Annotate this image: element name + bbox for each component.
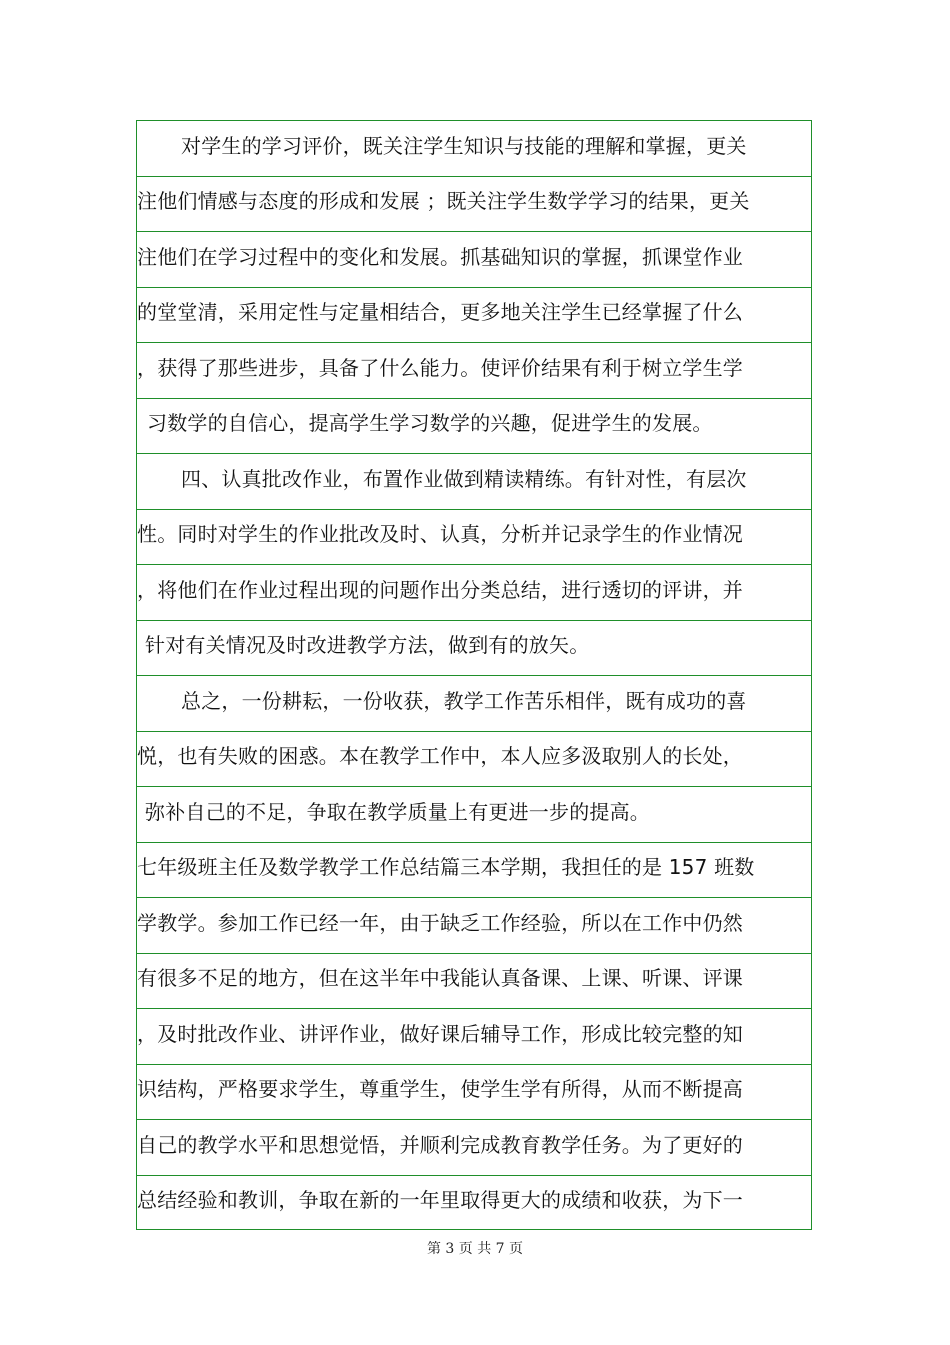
row-divider — [137, 1064, 811, 1065]
text-line: ，将他们在作业过程出现的问题作出分类总结，进行透切的评讲，并 — [137, 578, 743, 602]
row-divider — [137, 1175, 811, 1176]
text-line: 注他们在学习过程中的变化和发展。抓基础知识的掌握，抓课堂作业 — [137, 245, 743, 269]
row-divider — [137, 509, 811, 510]
text-line: 识结构，严格要求学生，尊重学生，使学生学有所得，从而不断提高 — [137, 1077, 743, 1101]
row-divider — [137, 786, 811, 787]
row-divider — [137, 675, 811, 676]
text-line: 七年级班主任及数学教学工作总结篇三本学期，我担任的是 157 班数 — [137, 855, 755, 879]
text-line: 悦，也有失败的困惑。本在教学工作中，本人应多汲取别人的长处， — [137, 744, 743, 768]
row-divider — [137, 176, 811, 177]
row-divider — [137, 564, 811, 565]
text-line: 的堂堂清，采用定性与定量相结合，更多地关注学生已经掌握了什么 — [137, 300, 743, 324]
row-divider — [137, 453, 811, 454]
text-line: 注他们情感与态度的形成和发展 ；既关注学生数学学习的结果，更关 — [137, 189, 750, 213]
row-divider — [137, 897, 811, 898]
row-divider — [137, 842, 811, 843]
row-divider — [137, 1119, 811, 1120]
row-divider — [137, 342, 811, 343]
text-line: 性。同时对学生的作业批改及时、认真，分析并记录学生的作业情况 — [137, 522, 743, 546]
row-divider — [137, 620, 811, 621]
row-divider — [137, 1008, 811, 1009]
row-divider — [137, 287, 811, 288]
row-divider — [137, 953, 811, 954]
text-line: 自己的教学水平和思想觉悟，并顺利完成教育教学任务。为了更好的 — [137, 1133, 743, 1157]
text-line: 四、认真批改作业，布置作业做到精读精练。有针对性，有层次 — [181, 467, 747, 491]
row-divider — [137, 731, 811, 732]
text-line: 有很多不足的地方，但在这半年中我能认真备课、上课、听课、评课 — [137, 966, 743, 990]
row-divider — [137, 398, 811, 399]
text-line: 学教学。参加工作已经一年，由于缺乏工作经验，所以在工作中仍然 — [137, 911, 743, 935]
row-divider — [137, 231, 811, 232]
document-frame — [136, 120, 812, 1230]
text-line: ，及时批改作业、讲评作业，做好课后辅导工作，形成比较完整的知 — [137, 1022, 743, 1046]
text-line: 习数学的自信心，提高学生学习数学的兴趣，促进学生的发展。 — [147, 411, 713, 435]
text-line: 针对有关情况及时改进教学方法，做到有的放矢。 — [145, 633, 590, 657]
text-line: 总之，一份耕耘，一份收获，教学工作苦乐相伴，既有成功的喜 — [181, 689, 747, 713]
text-line: 总结经验和教训，争取在新的一年里取得更大的成绩和收获，为下一 — [137, 1188, 743, 1212]
text-line: ，获得了那些进步，具备了什么能力。使评价结果有利于树立学生学 — [137, 356, 743, 380]
page-number-footer: 第 3 页 共 7 页 — [426, 1241, 524, 1257]
text-line: 弥补自己的不足，争取在教学质量上有更进一步的提高。 — [145, 800, 650, 824]
text-line: 对学生的学习评价，既关注学生知识与技能的理解和掌握，更关 — [181, 134, 747, 158]
